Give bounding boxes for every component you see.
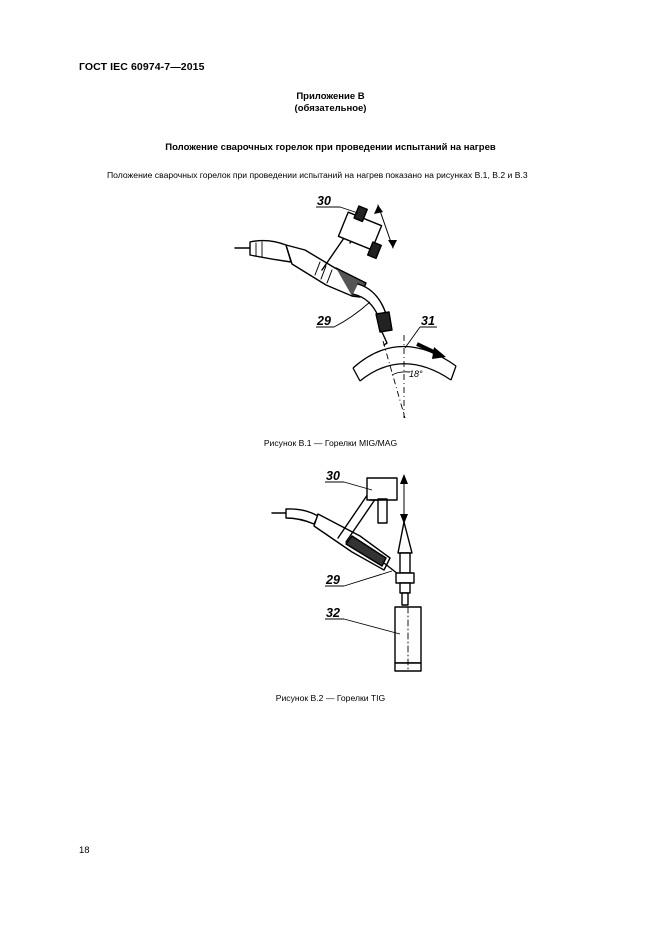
callout-29: 29 (326, 573, 340, 587)
motion-arrow-head-up (374, 205, 383, 214)
document-header: ГОСТ IEC 60974-7—2015 (79, 61, 205, 73)
motion-arrow-head-up (400, 474, 408, 484)
annex-status: (обязательное) (294, 103, 367, 114)
callout-32: 32 (326, 606, 340, 620)
workpiece-right-edge (451, 366, 456, 380)
callout-31: 31 (421, 314, 435, 328)
callout-32-leader (344, 619, 400, 634)
collet (400, 583, 410, 593)
figure-mig-mag-drawing (0, 185, 661, 430)
clamp-block (367, 478, 397, 500)
callout-29-leader (344, 571, 392, 586)
callout-29-leader (334, 302, 370, 327)
rotation-arrow-head (432, 347, 446, 359)
clamp-post (378, 499, 387, 523)
figure-tig-drawing (0, 462, 661, 682)
workpiece-inner-arc (360, 364, 451, 381)
annex-title-block (0, 91, 661, 115)
cable-hose (286, 509, 318, 524)
angle-arc (392, 372, 410, 375)
axis-centerline-slanted (383, 341, 405, 418)
angle-label: 18° (409, 369, 423, 379)
section-heading: Положение сварочных горелок при проведении испытаний на нагрев (165, 142, 496, 153)
workpiece-left-edge (353, 368, 360, 381)
page-number: 18 (79, 845, 90, 856)
gas-nozzle (376, 312, 392, 332)
callout-29: 29 (317, 314, 331, 328)
intro-paragraph: Положение сварочных горелок при проведении испытаний на нагрев показано на рисунках В.1, В.2 и В.3 (107, 170, 528, 180)
figure1-caption: Рисунок В.1 — Горелки MIG/MAG (263, 438, 398, 448)
callout-30: 30 (326, 469, 340, 483)
callout-30: 30 (317, 194, 331, 208)
contact-tip (382, 332, 387, 345)
back-cap (398, 522, 412, 553)
figure2-caption: Рисунок В.2 — Горелки TIG (275, 693, 386, 703)
electrode (402, 593, 408, 605)
torch-body (400, 553, 410, 573)
ceramic-nozzle (396, 573, 414, 583)
annex-title: Приложение В (296, 91, 365, 102)
motion-arrow-head-down (388, 240, 397, 248)
motion-arrow-head-down (400, 514, 408, 524)
